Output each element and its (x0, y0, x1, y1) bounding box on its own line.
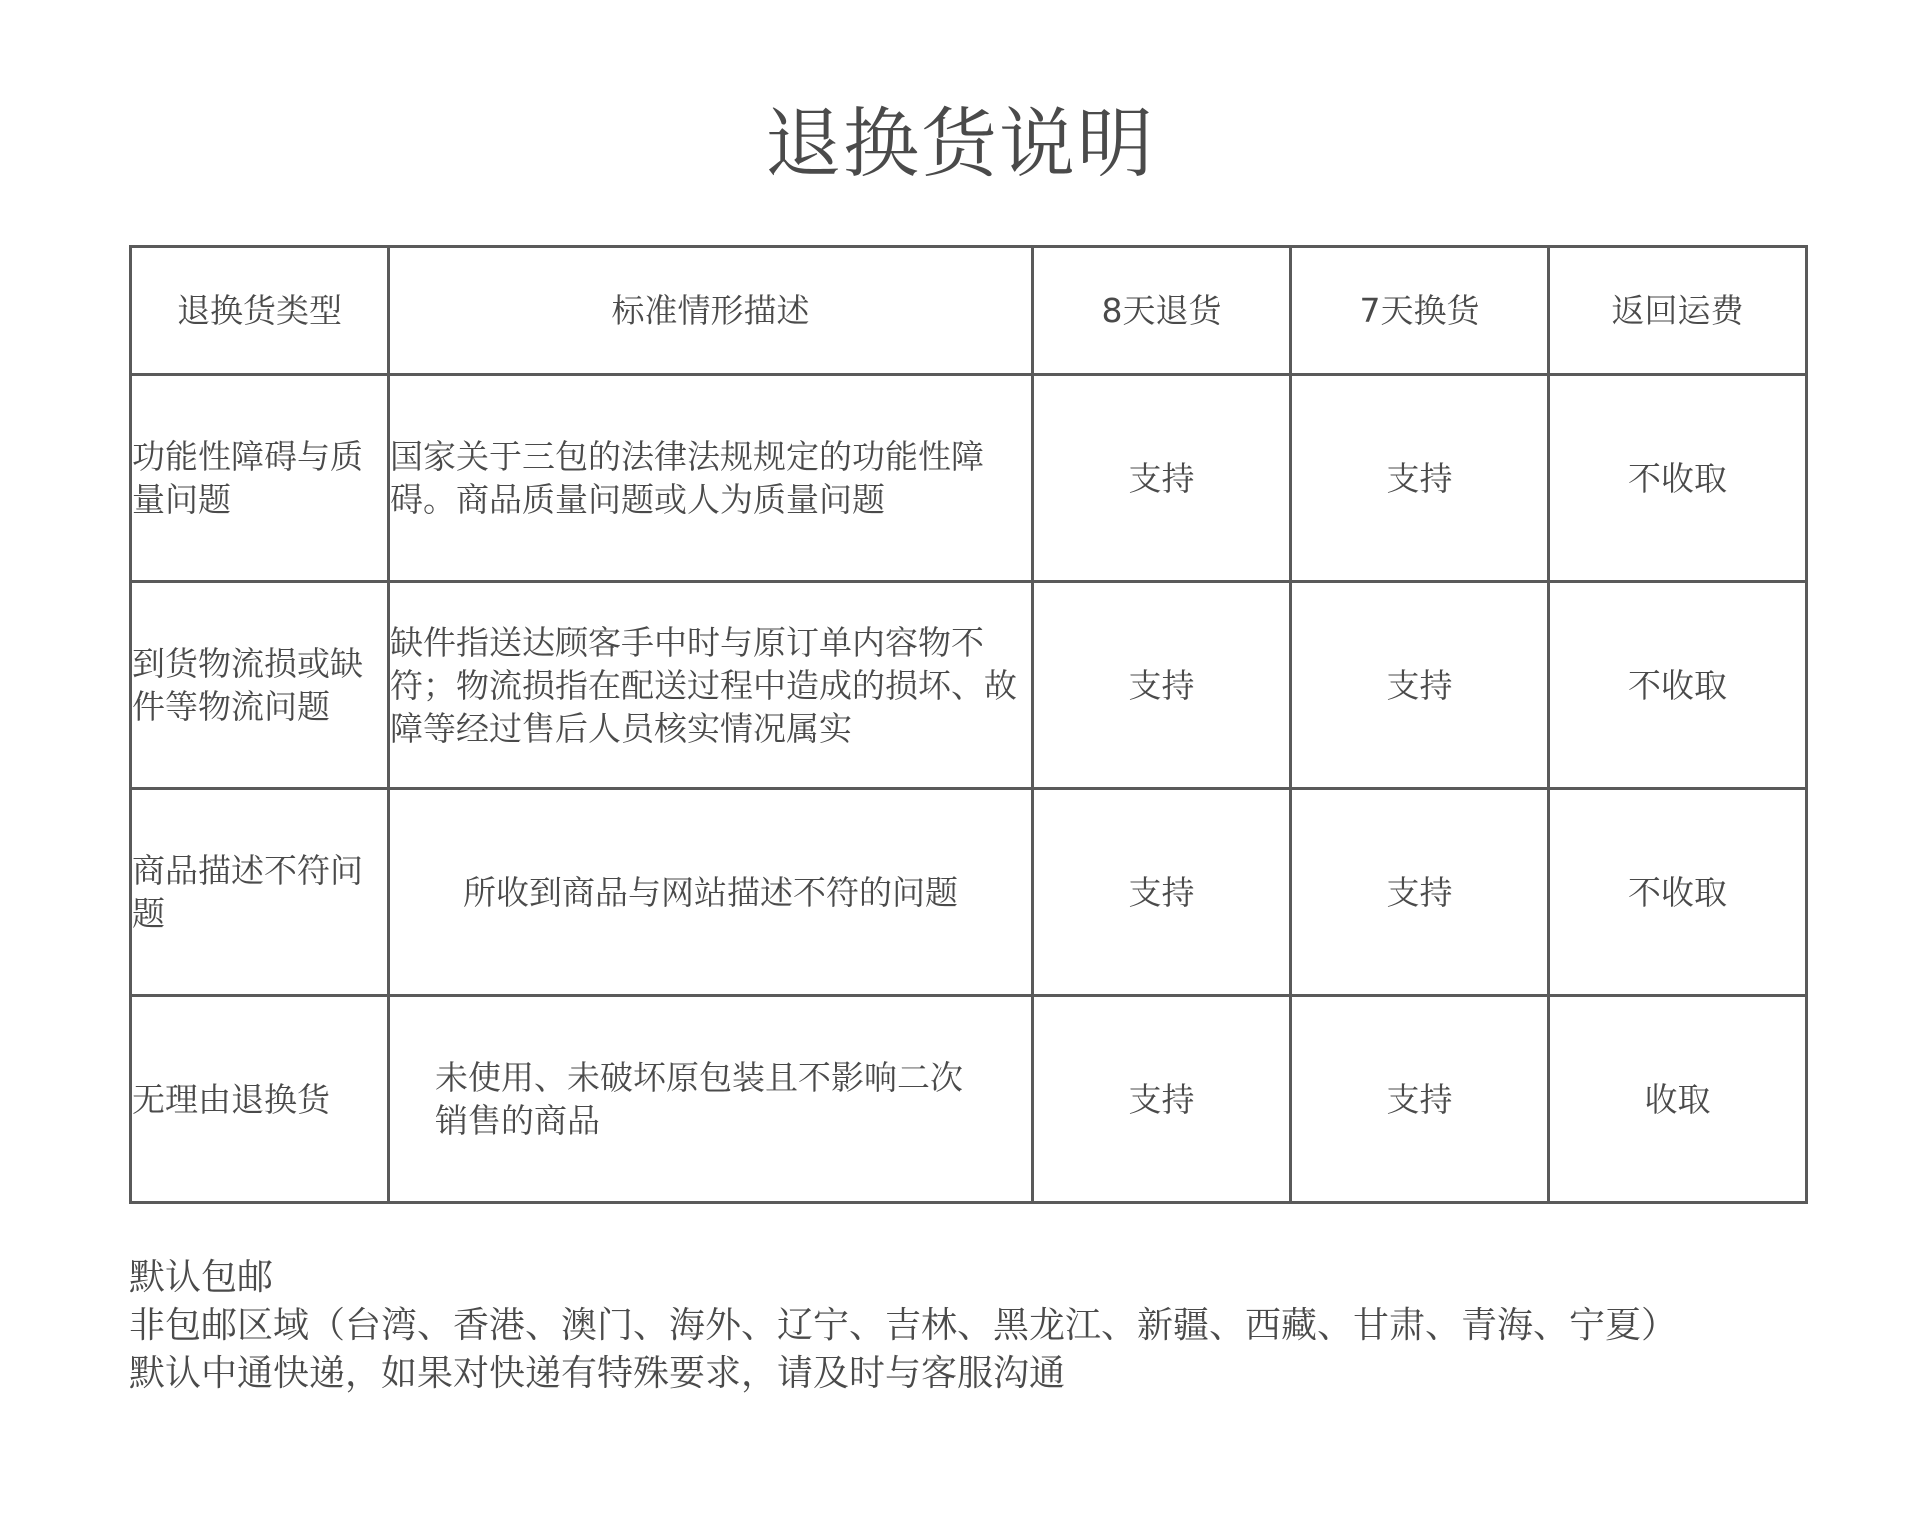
cell-type: 到货物流损或缺件等物流问题 (131, 582, 389, 789)
table-row (131, 582, 1807, 789)
cell-return-8-days: 支持 (1033, 375, 1291, 582)
cell-description: 所收到商品与网站描述不符的问题 (389, 789, 1033, 996)
header-exchange-7-days: 7天换货 (1291, 247, 1549, 375)
table-row (131, 375, 1807, 582)
cell-type: 功能性障碍与质量问题 (131, 375, 389, 582)
cell-return-shipping: 不收取 (1549, 582, 1807, 789)
note-free-shipping: 默认包邮 (129, 1257, 274, 1298)
cell-exchange-7-days: 支持 (1291, 996, 1549, 1203)
cell-return-shipping: 不收取 (1549, 789, 1807, 996)
cell-return-shipping: 收取 (1549, 996, 1807, 1203)
cell-exchange-7-days: 支持 (1291, 375, 1549, 582)
cell-description: 缺件指送达顾客手中时与原订单内容物不符；物流损指在配送过程中造成的损坏、故障等经过售后人员核实情况属实 (389, 582, 1033, 789)
cell-description: 国家关于三包的法律法规规定的功能性障碍。商品质量问题或人为质量问题 (389, 375, 1033, 582)
cell-type: 商品描述不符问题 (131, 789, 389, 996)
table-row (131, 789, 1807, 996)
cell-return-8-days: 支持 (1033, 582, 1291, 789)
table-header-row (131, 247, 1807, 375)
header-return-8-days: 8天退货 (1033, 247, 1291, 375)
cell-description: 未使用、未破坏原包装且不影响二次销售的商品 (389, 996, 1033, 1203)
cell-exchange-7-days: 支持 (1291, 582, 1549, 789)
cell-return-8-days: 支持 (1033, 789, 1291, 996)
header-description: 标准情形描述 (389, 247, 1033, 375)
note-excluded-regions: 非包邮区域（台湾、香港、澳门、海外、辽宁、吉林、黑龙江、新疆、西藏、甘肃、青海、宁夏） (129, 1305, 1678, 1346)
cell-return-8-days: 支持 (1033, 996, 1291, 1203)
cell-type: 无理由退换货 (131, 996, 389, 1203)
shipping-notes (129, 1254, 1829, 1398)
table-row (131, 996, 1807, 1203)
cell-exchange-7-days: 支持 (1291, 789, 1549, 996)
cell-return-shipping: 不收取 (1549, 375, 1807, 582)
return-policy-table (129, 245, 1808, 1204)
note-courier: 默认中通快递，如果对快递有特殊要求，请及时与客服沟通 (129, 1353, 1066, 1394)
header-return-shipping: 返回运费 (1549, 247, 1807, 375)
page-title: 退换货说明 (765, 99, 1155, 188)
header-type: 退换货类型 (131, 247, 389, 375)
